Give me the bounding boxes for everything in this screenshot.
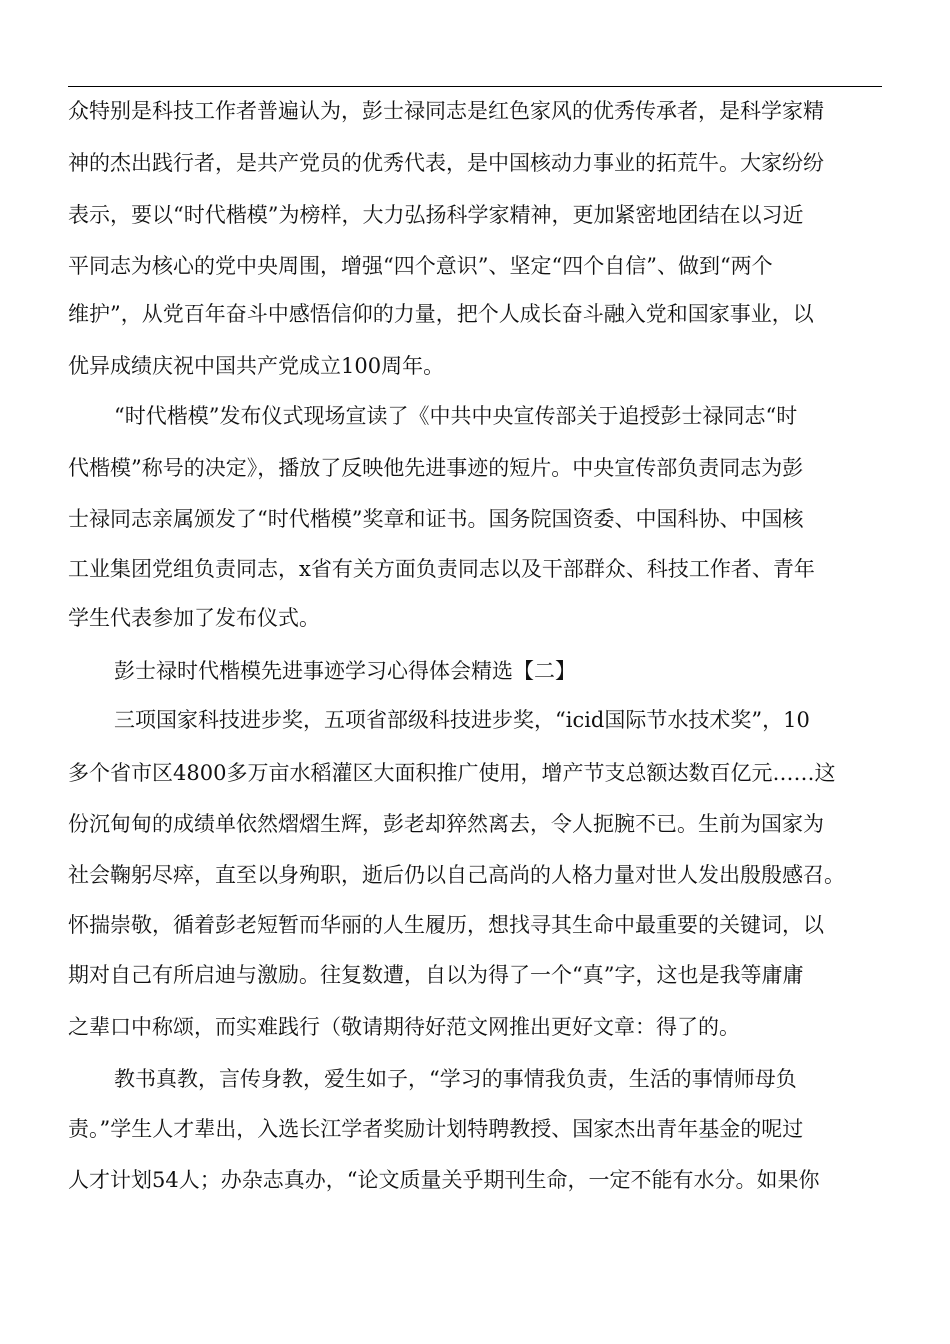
- text-line: 之辈口中称颂，而实难践行（敬请期待好范文网推出更好文章：得了的。: [68, 1015, 740, 1039]
- text-line: 代楷模”称号的决定》，播放了反映他先进事迹的短片。中央宣传部负责同志为彭: [68, 456, 804, 480]
- text-line: 教书真教，言传身教，爱生如子，“学习的事情我负责，生活的事情师母负: [114, 1067, 797, 1091]
- text-line: 份沉甸甸的成绩单依然熠熠生辉，彭老却猝然离去，令人扼腕不已。生前为国家为: [68, 812, 824, 836]
- section-heading: 彭士禄时代楷模先进事迹学习心得体会精选【二】: [114, 659, 576, 683]
- text-line: 责。”学生人才辈出，入选长江学者奖励计划特聘教授、国家杰出青年基金的呢过: [68, 1117, 804, 1141]
- text-line: 怀揣崇敬，循着彭老短暂而华丽的人生履历，想找寻其生命中最重要的关键词，以: [68, 913, 824, 937]
- text-line: 表示，要以“时代楷模”为榜样，大力弘扬科学家精神，更加紧密地团结在以习近: [68, 203, 804, 227]
- header-rule: [68, 86, 882, 87]
- text-line: 神的杰出践行者，是共产党员的优秀代表，是中国核动力事业的拓荒牛。大家纷纷: [68, 151, 824, 175]
- text-line: 人才计划54人；办杂志真办，“论文质量关乎期刊生命，一定不能有水分。如果你: [68, 1168, 820, 1192]
- text-line: 平同志为核心的党中央周围，增强“四个意识”、坚定“四个自信”、做到“两个: [68, 254, 773, 278]
- text-line: 学生代表参加了发布仪式。: [68, 606, 320, 630]
- text-line: 维护”，从党百年奋斗中感悟信仰的力量，把个人成长奋斗融入党和国家事业，以: [68, 302, 814, 326]
- text-line: 优异成绩庆祝中国共产党成立100周年。: [68, 354, 445, 378]
- text-line: “时代楷模”发布仪式现场宣读了《中共中央宣传部关于追授彭士禄同志“时: [114, 404, 798, 428]
- text-line: 社会鞠躬尽瘁，直至以身殉职，逝后仍以自己高尚的人格力量对世人发出殷殷感召。: [68, 863, 845, 887]
- text-line: 三项国家科技进步奖，五项省部级科技进步奖，“icid国际节水技术奖”，10: [114, 708, 810, 732]
- text-line: 期对自己有所启迪与激励。往复数遭，自以为得了一个“真”字，这也是我等庸庸: [68, 963, 804, 987]
- text-line: 多个省市区4800多万亩水稻灌区大面积推广使用，增产节支总额达数百亿元……这: [68, 761, 836, 785]
- text-line: 士禄同志亲属颁发了“时代楷模”奖章和证书。国务院国资委、中国科协、中国核: [68, 507, 804, 531]
- text-line: 众特别是科技工作者普遍认为，彭士禄同志是红色家风的优秀传承者，是科学家精: [68, 99, 824, 123]
- text-line: 工业集团党组负责同志，x省有关方面负责同志以及干部群众、科技工作者、青年: [68, 557, 815, 581]
